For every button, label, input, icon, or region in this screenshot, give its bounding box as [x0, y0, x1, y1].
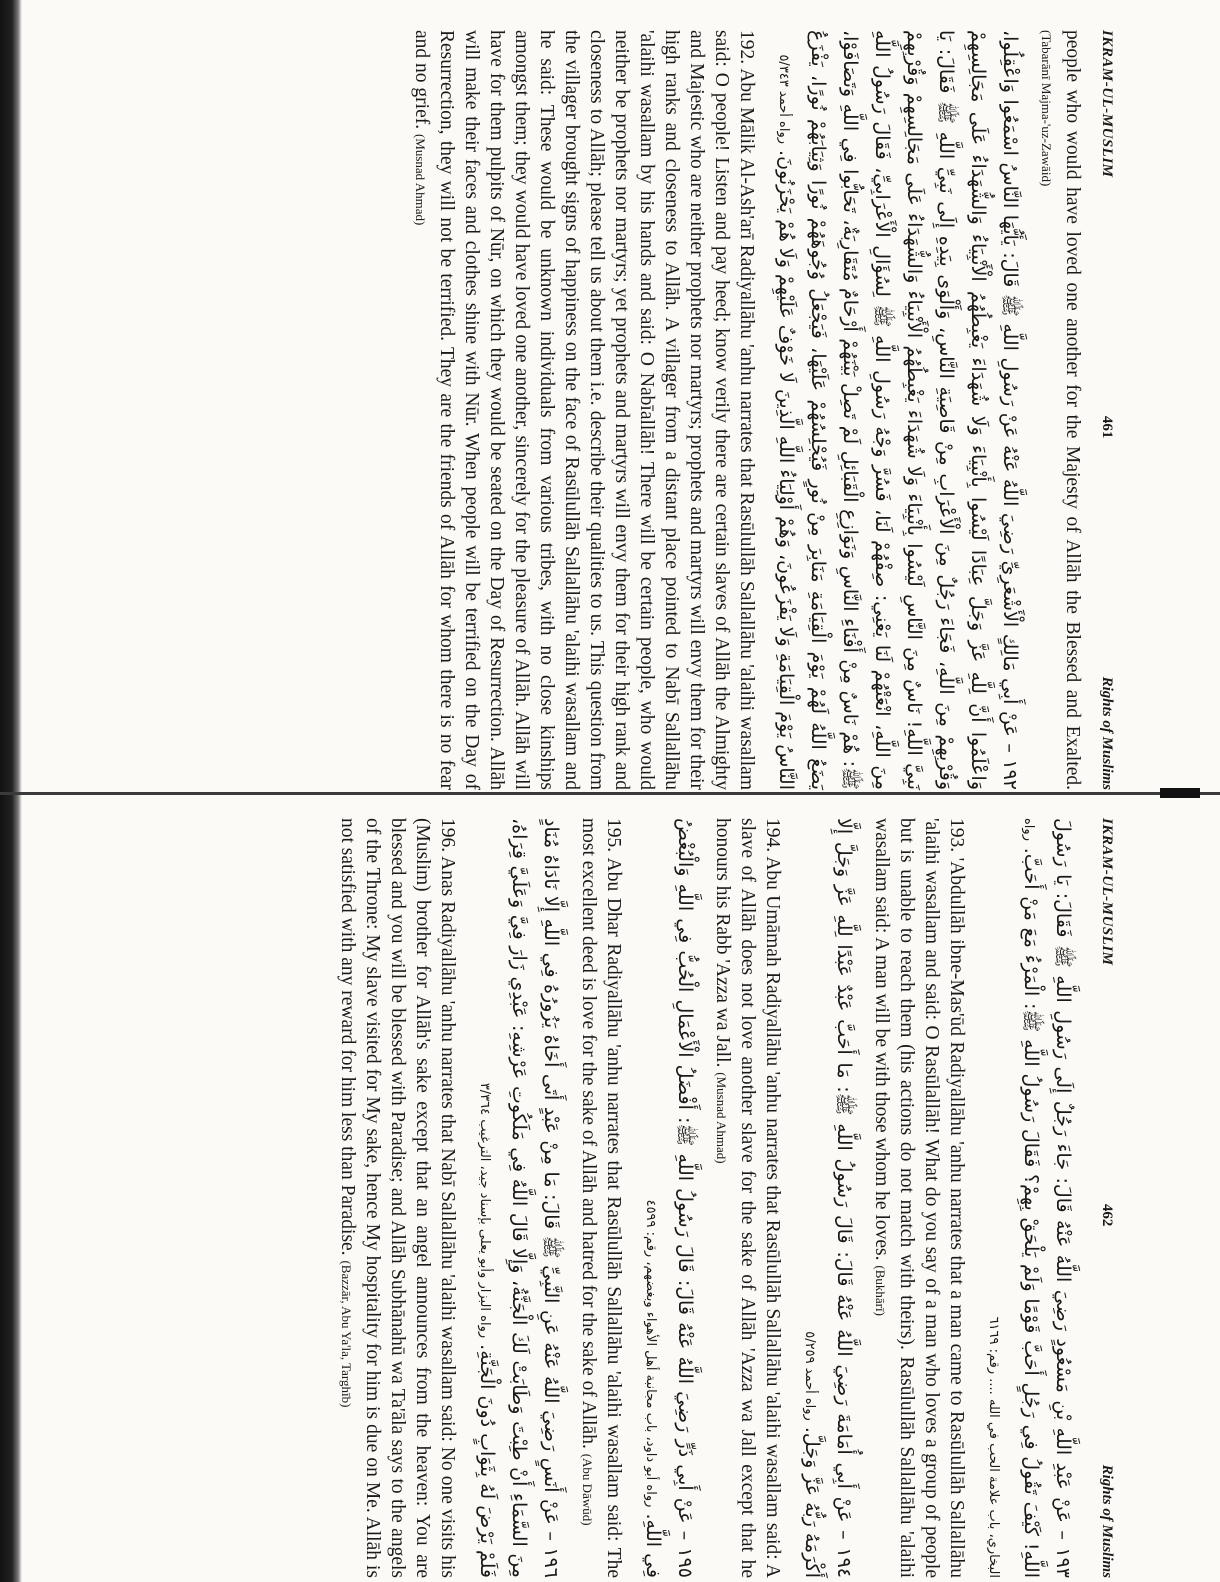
fold-mark [1160, 788, 1200, 798]
hadith-196-arabic-text: ١٩٦ – عَنْ أَنَسٍ رَضِيَ اللَّهُ عَنْهُ عَنِ النَّبِيِّ ﷺ قَالَ: مَا مِنْ عَبْدٍ أَتَى أَخَاهُ يَزُورُهُ فِي اللَّهِ إِلَّا نَادَاهُ مُنَادٍ مِنَ السَّمَاءِ أَنْ طِبْتَ وَطَابَتْ لَكَ الْجَنَّةُ، وَإِلَّا قَالَ اللَّهُ فِي مَلَكُوتِ عَرْشِهِ: عَبْدِي زَارَ فِيَّ وَعَلَيَّ قِرَاهُ، فَلَمْ يَرْضَ لَهُ بِثَوَابٍ دُونَ الْجَنَّةِ. [476, 818, 562, 1578]
page-divider [0, 792, 1220, 795]
continuation-paragraph [1034, 30, 1085, 790]
hadith-192-arabic-text: ١٩٢ – عَنْ أَبِي مَالِكٍ الْأَشْعَرِيِّ رَضِيَ اللَّهُ عَنْهُ عَنْ رَسُولِ اللَّهِ ﷺ قَالَ: يَأَيُّهَا النَّاسُ اسْمَعُوا وَاعْقِلُوا، وَاعْلَمُوا أَنَّ لِلَّهِ عَزَّ وَجَلَّ عِبَادًا لَيْسُوا بِأَنْبِيَاءَ وَلَا شُهَدَاءَ يَغْبِطُهُمُ الْأَنْبِيَاءُ وَالشُّهَدَاءُ عَلَى مَجَالِسِهِمْ وَقُرْبِهِمْ مِنَ اللَّهِ، فَجَاءَ رَجُلٌ مِنَ الْأَعْرَابِ مِنْ قَاصِيَةِ النَّاسِ، وَأَلْوَى بِيَدِهِ إِلَى نَبِيِّ اللَّهِ ﷺ فَقَالَ: يَا نَبِيَّ اللَّهِ! نَاسٌ مِنَ النَّاسِ لَيْسُوا بِأَنْبِيَاءَ وَلَا شُهَدَاءَ يَغْبِطُهُمُ الْأَنْبِيَاءُ وَالشُّهَدَاءُ عَلَى مَجَالِسِهِمْ وَقُرْبِهِمْ مِنَ اللَّهِ، انْعَتْهُمْ لَنَا يَعْنِي: صِفْهُمْ لَنَا، فَسُرَّ وَجْهُ رَسُولِ اللَّهِ ﷺ لِسُؤَالِ الْأَعْرَابِيِّ، فَقَالَ رَسُولُ اللَّهِ ﷺ: هُمْ نَاسٌ مِنْ أَفْنَاءِ النَّاسِ وَنَوَازِعِ الْقَبَائِلِ لَمْ تَصِلْ بَيْنَهُمْ أَرْحَامٌ مُتَقَارِبَةٌ، تَحَابُّوا فِي اللَّهِ وَتَصَافَوْا، يَضَعُ اللَّهُ لَهُمْ يَوْمَ الْقِيَامَةِ مَنَابِرَ مِنْ نُورٍ فَيُجْلِسُهُمْ عَلَيْهَا، فَيَجْعَلُ وُجُوهَهُمْ نُورًا وَثِيَابَهُمْ نُورًا، يَفْزَعُ النَّاسُ يَوْمَ الْقِيَامَةِ وَلَا يَفْزَعُونَ، وَهُمْ أَوْلِيَاءُ اللَّهِ الَّذِينَ لَا خَوْفٌ عَلَيْهِمْ وَلَا هُمْ يَحْزَنُونَ. [775, 30, 1021, 790]
hadith-196-source: (Bazzār, Abu Ya'la, Targhīb) [339, 1260, 354, 1408]
hadith-195-arabic [634, 818, 701, 1578]
hadith-193-source: (Bukhārī) [873, 1265, 888, 1316]
hadith-194-arabic-text: ١٩٤ – عَنْ أَبِي أُمَامَةَ رَضِيَ اللَّهُ عَنْهُ قَالَ: قَالَ رَسُولُ اللَّهِ ﷺ: مَا أَحَبَّ عَبْدٌ عَبْدًا لِلَّهِ عَزَّ وَجَلَّ إِلَّا أَكْرَمَهُ رَبُّهُ عَزَّ وَجَلَّ. [801, 818, 855, 1578]
hadith-195-source: (Abu Dāwūd) [580, 1453, 595, 1526]
book-title: IKRAM-UL-MUSLIM [1099, 30, 1115, 178]
hadith-196-english [334, 818, 460, 1578]
hadith-194-arabic [793, 818, 860, 1578]
hadith-195-english [575, 818, 626, 1578]
page-header [1087, 818, 1115, 1578]
hadith-196-english-text: 196. Anas Radiyallāhu 'anhu narrates that Nabī Sallallāhu 'alaihi wasallam said: No one visits his (Muslim) brother for Allāh's sake except that an angel announces from the heaven: You are blessed and you will be blessed with Paradise; and Allāh Subhānahū wa Ta'āla says to the angels of the Throne: My slave visited for My sake, hence My hospitality for him is due on Me. Allāh is not satisfied with any reward for him less than Paradise. [337, 818, 458, 1578]
page-header [1087, 30, 1115, 790]
hadith-192-source: (Musnad Ahmad) [413, 133, 428, 226]
hadith-193-arabic-ref: رواه البخاري، باب علامة الحب في الله .... رقم: ٦١٦٩ [986, 818, 1036, 1578]
book-spine-shadow [0, 0, 22, 1582]
hadith-194-english [709, 818, 785, 1578]
hadith-193-english-text: 193. 'Abdullāh ibne-Mas'ūd Radiyallāhu 'anhu narrates that a man came to Rasūlullāh Sallallāhu 'alaihi wasallam and said: O Rasūlallāh! What do you say of a man who loves a group of people but is unable to reach them (his actions do not match with theirs). Rasūlullāh Sallallāhu 'alaihi wasallam said: A man will be with those whom he loves. [871, 818, 967, 1578]
hadith-195-english-text: 195. Abu Dhar Radiyallāhu 'anhu narrates that Rasūlullāh Sallallāhu 'alaihi wasallam said: The most excellent deed is love for the sake of Allāh and hatred for the sake of Allāh. [578, 818, 624, 1578]
hadith-195-arabic-text: ١٩٥ – عَنْ أَبِي ذَرٍّ رَضِيَ اللَّهُ عَنْهُ قَالَ: قَالَ رَسُولُ اللَّهِ ﷺ: أَفْضَلُ الْأَعْمَالِ الْحُبُّ فِي اللَّهِ وَالْبُغْضُ فِي اللَّهِ. [642, 818, 696, 1578]
page-number: 461 [1099, 415, 1115, 439]
section-title: Rights of Muslims [1099, 676, 1115, 790]
hadith-195-arabic-ref: رواه أبو داود، باب مجانبة أهل الأهواء وبغضهم، رقم: ٤٥٩٩ [643, 1199, 658, 1508]
page-462 [115, 818, 1115, 1578]
hadith-196-arabic [468, 818, 567, 1578]
continuation-text: people who would have loved one another for the Majesty of Allāh the Blessed and Exalted. [1062, 30, 1083, 790]
hadith-192-arabic [767, 30, 1026, 790]
hadith-193-arabic-text: ١٩٣ – عَنْ عَبْدِ اللَّهِ بْنِ مَسْعُودٍ رَضِيَ اللَّهُ عَنْهُ قَالَ: جَاءَ رَجُلٌ إِلَى رَسُولِ اللَّهِ ﷺ فَقَالَ: يَا رَسُولَ اللَّهِ! كَيْفَ تَقُولُ فِي رَجُلٍ أَحَبَّ قَوْمًا وَلَمْ يَلْحَقْ بِهِمْ؟ فَقَالَ رَسُولُ اللَّهِ ﷺ: الْمَرْءُ مَعَ مَنْ أَحَبَّ. [1020, 818, 1074, 1578]
hadith-193-english [868, 818, 969, 1578]
hadith-194-arabic-ref: رواه أحمد ٥/٢٥٩ [802, 1331, 817, 1421]
hadith-194-source: (Musnad Ahmad) [714, 1072, 729, 1164]
hadith-192-english-text: 192. Abu Mālik Al-Ash'arī Radiyallāhu 'anhu narrates that Rasūlullāh Sallallāhu 'alaihi wasallam said: O people! Listen and pay heed; know verily there are certain slaves of Allāh the Almighty and Majestic who are neither prophets nor martyrs; prophets and martyrs will envy them for their high ranks and closeness to Allāh. A villager from a distant place pointed to Nabī Sallallāhu 'alaihi wasallam by his hands and said: O Nabīallāh! There will be certain people, who would neither be prophets nor martyrs; yet prophets and martyrs will envy them for their high rank and closeness to Allāh; please tell us about them i.e. describe their qualities to us. This question from the villager brought signs of happiness on the face of Rasūlullāh Sallallāhu 'alaihi wasallam and he said: These would be unknown individuals from various tribes, with no close kinships amongst them; they would have loved one another, sincerely for the pleasure of Allāh. Allāh will have for them pulpits of Nūr, on which they would be seated on the Day of Resurrection. Allāh will make their faces and clothes shine with Nūr. When people will be terrified on the Day of Resurrection, they will not be terrified. They are the friends of Allāh for whom there is no fear and no grief. [411, 30, 757, 790]
page-461 [115, 30, 1115, 790]
hadith-194-english-text: 194. Abu Umāmah Radiyallāhu 'anhu narrates that Rasūlullāh Sallallāhu 'alaihi wasallam said: A slave of Allāh does not love another slave for the sake of Allāh 'Azza wa Jall except that he honours his Rabb 'Azza wa Jall. [712, 818, 783, 1578]
hadith-193-arabic [977, 818, 1079, 1578]
hadith-196-arabic-ref: رواه البزار وأبو يعلى بإسناد جيد، الترغيب ٣/٣٦٤ [477, 1082, 492, 1339]
hadith-192-english [408, 30, 759, 790]
hadith-192-arabic-ref: رواه أحمد ٥/٣٤٣ [776, 54, 791, 144]
page-number: 462 [1099, 1203, 1115, 1227]
book-title: IKRAM-UL-MUSLIM [1099, 818, 1115, 966]
section-title: Rights of Muslims [1099, 1464, 1115, 1578]
continuation-source: (Tabarānī Majma-'uz-Zawāid) [1039, 30, 1054, 187]
